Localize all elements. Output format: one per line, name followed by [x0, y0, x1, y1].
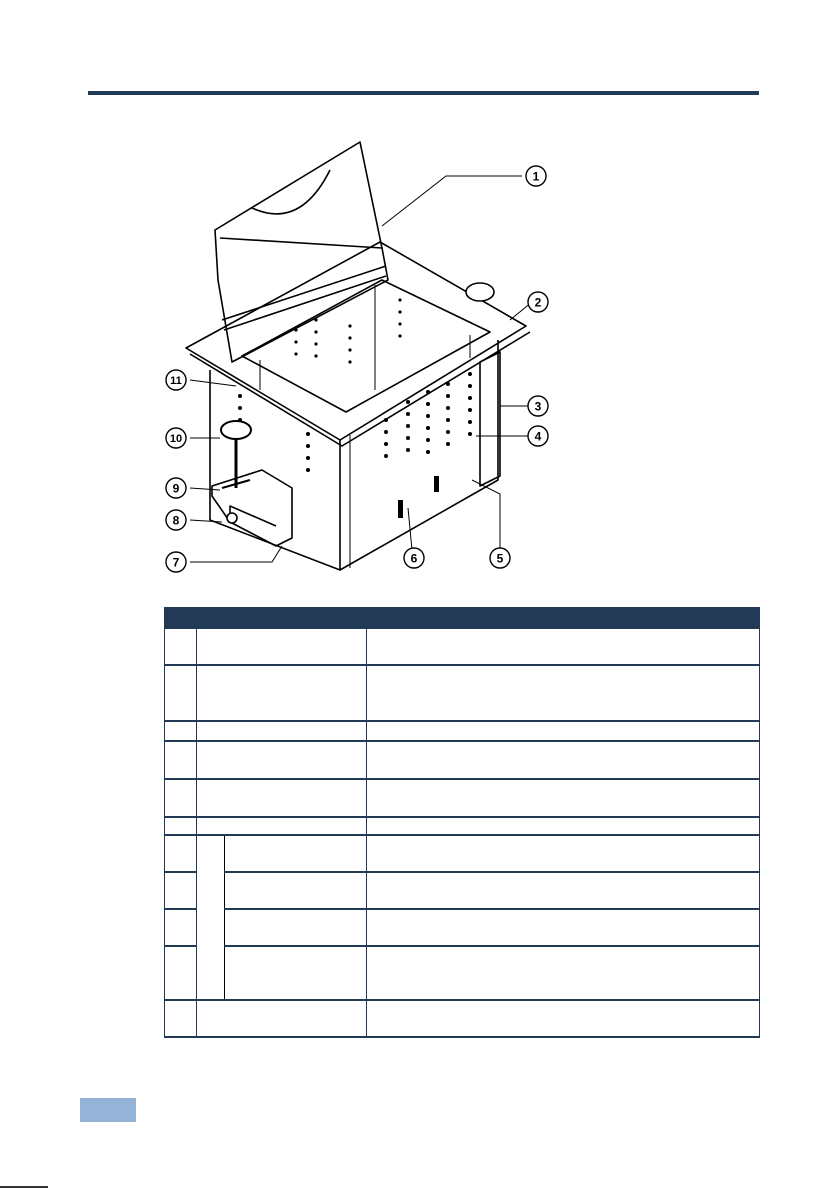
- svg-text:7: 7: [172, 555, 180, 570]
- row-num: [165, 721, 197, 741]
- row-description: [367, 1000, 760, 1037]
- callout-2: [528, 292, 548, 312]
- callout-11: [166, 370, 186, 390]
- row-description: [367, 817, 760, 835]
- svg-text:4: 4: [534, 429, 542, 444]
- row-feature: [225, 872, 367, 909]
- table-row: [165, 741, 760, 779]
- svg-text:1: 1: [532, 169, 540, 184]
- callout-7: [166, 552, 186, 572]
- row-feature: [225, 909, 367, 946]
- svg-text:11: 11: [170, 375, 182, 387]
- header-description: [367, 608, 760, 629]
- row-num: [165, 817, 197, 835]
- header-rule: [88, 91, 759, 95]
- callout-10: [166, 428, 186, 448]
- table-row: [165, 946, 760, 1000]
- row-feature: [197, 779, 367, 817]
- box-body: [210, 340, 498, 570]
- svg-text:10: 10: [169, 433, 183, 445]
- clamp-bracket: [212, 470, 292, 546]
- row-description: [367, 629, 760, 665]
- page-number-tab: [80, 1098, 136, 1122]
- row-description: [367, 779, 760, 817]
- row-description: [367, 665, 760, 721]
- callout-9: [166, 478, 186, 498]
- callout-1: [526, 166, 546, 186]
- table-row: [165, 909, 760, 946]
- row-num: [165, 741, 197, 779]
- svg-text:9: 9: [172, 481, 180, 496]
- header-num: [165, 608, 197, 629]
- header-feature: [197, 608, 367, 629]
- callout-3: [528, 396, 548, 416]
- clamp-knob: [221, 421, 251, 439]
- svg-text:8: 8: [172, 513, 180, 528]
- row-description: [367, 721, 760, 741]
- table-row: [165, 817, 760, 835]
- row-feature: [197, 741, 367, 779]
- row-num: [165, 1000, 197, 1037]
- table-row: [165, 1000, 760, 1037]
- svg-text:6: 6: [410, 551, 418, 566]
- table-header-row: [165, 608, 760, 629]
- row-description: [367, 909, 760, 946]
- svg-text:2: 2: [534, 295, 542, 310]
- table-row: [165, 721, 760, 741]
- row-num: [165, 872, 197, 909]
- row-feature: [225, 946, 367, 1000]
- row-description: [367, 946, 760, 1000]
- table-row: [165, 665, 760, 721]
- row-feature: [197, 1000, 367, 1037]
- callout-8: [166, 510, 186, 530]
- row-feature: [197, 817, 367, 835]
- row-num: [165, 665, 197, 721]
- row-group: [197, 835, 225, 1000]
- row-description: [367, 872, 760, 909]
- svg-text:5: 5: [496, 551, 504, 566]
- table-row: [165, 835, 760, 872]
- row-feature: [197, 665, 367, 721]
- callout-6: [404, 548, 424, 568]
- table-row: [165, 779, 760, 817]
- row-num: [165, 835, 197, 872]
- row-description: [367, 741, 760, 779]
- row-num: [165, 946, 197, 1000]
- page-edge-mark: [0, 1186, 48, 1188]
- product-drawing: [150, 130, 570, 590]
- row-feature: [225, 835, 367, 872]
- row-description: [367, 835, 760, 872]
- callout-5: [490, 548, 510, 568]
- feature-table: [164, 607, 760, 1038]
- row-feature: [197, 721, 367, 741]
- table-row: [165, 872, 760, 909]
- row-num: [165, 909, 197, 946]
- row-feature: [197, 629, 367, 665]
- svg-text:3: 3: [534, 399, 542, 414]
- row-num: [165, 779, 197, 817]
- row-num: [165, 629, 197, 665]
- callout-4: [528, 426, 548, 446]
- table-row: [165, 629, 760, 665]
